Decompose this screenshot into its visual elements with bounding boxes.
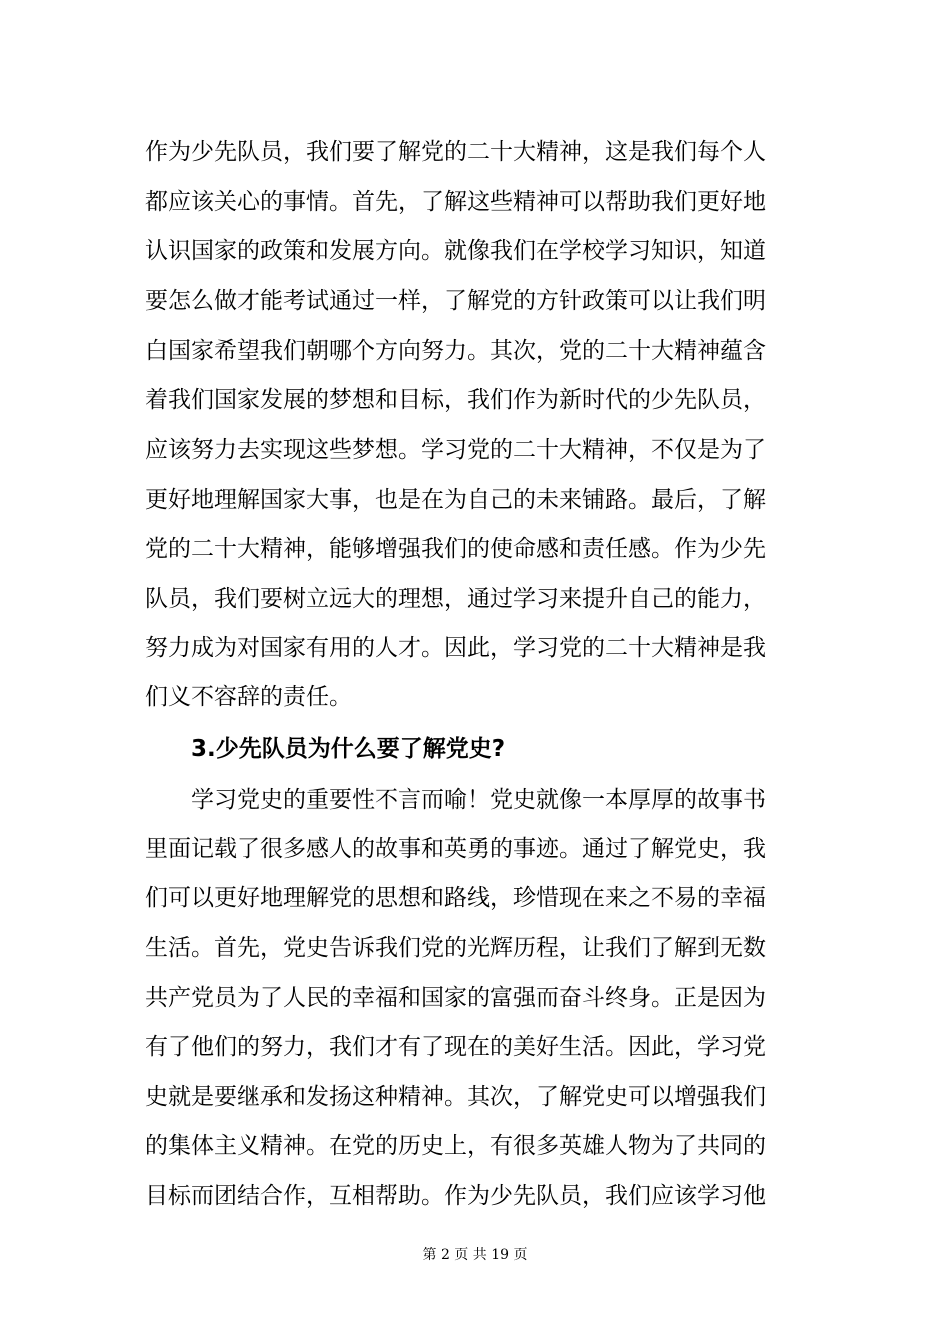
paragraph-1-line-11: 努力成为对国家有用的人才。因此，学习党的二十大精神是我 xyxy=(145,635,766,661)
paragraph-1-line-5: 白国家希望我们朝哪个方向努力。其次，党的二十大精神蕴含 xyxy=(145,338,766,364)
paragraph-2-line-8: 的集体主义精神。在党的历史上，有很多英雄人物为了共同的 xyxy=(145,1133,766,1159)
paragraph-2-line-5: 共产党员为了人民的幸福和国家的富强而奋斗终身。正是因为 xyxy=(145,985,766,1011)
paragraph-1-line-3: 认识国家的政策和发展方向。就像我们在学校学习知识，知道 xyxy=(145,238,766,264)
paragraph-1-line-4: 要怎么做才能考试通过一样，了解党的方针政策可以让我们明 xyxy=(145,288,766,314)
paragraph-1-line-10: 队员，我们要树立远大的理想，通过学习来提升自己的能力， xyxy=(145,586,766,612)
section-heading: 3.少先队员为什么要了解党史? xyxy=(191,736,506,762)
paragraph-1-line-1: 作为少先队员，我们要了解党的二十大精神，这是我们每个人 xyxy=(145,139,766,165)
paragraph-2-line-2: 里面记载了很多感人的故事和英勇的事迹。通过了解党史，我 xyxy=(145,836,766,862)
paragraph-2-line-3: 们可以更好地理解党的思想和路线，珍惜现在来之不易的幸福 xyxy=(145,885,766,911)
paragraph-1-line-6: 着我们国家发展的梦想和目标，我们作为新时代的少先队员， xyxy=(145,387,766,413)
page-footer: 第 2 页 共 19 页 xyxy=(422,1247,528,1263)
paragraph-1-line-9: 党的二十大精神，能够增强我们的使命感和责任感。作为少先 xyxy=(145,536,766,562)
paragraph-2-line-7: 史就是要继承和发扬这种精神。其次，了解党史可以增强我们 xyxy=(145,1084,766,1110)
paragraph-2-line-4: 生活。首先，党史告诉我们党的光辉历程，让我们了解到无数 xyxy=(145,935,766,961)
paragraph-1-line-2: 都应该关心的事情。首先，了解这些精神可以帮助我们更好地 xyxy=(145,189,766,215)
paragraph-1-line-8: 更好地理解国家大事，也是在为自己的未来铺路。最后，了解 xyxy=(145,487,766,513)
paragraph-2-line-1: 学习党史的重要性不言而喻！党史就像一本厚厚的故事书 xyxy=(191,787,766,813)
paragraph-2-line-9: 目标而团结合作，互相帮助。作为少先队员，我们应该学习他 xyxy=(145,1183,766,1209)
paragraph-1-line-12: 们义不容辞的责任。 xyxy=(145,684,352,710)
paragraph-2-line-6: 有了他们的努力，我们才有了现在的美好生活。因此，学习党 xyxy=(145,1034,766,1060)
paragraph-1-line-7: 应该努力去实现这些梦想。学习党的二十大精神，不仅是为了 xyxy=(145,437,766,463)
